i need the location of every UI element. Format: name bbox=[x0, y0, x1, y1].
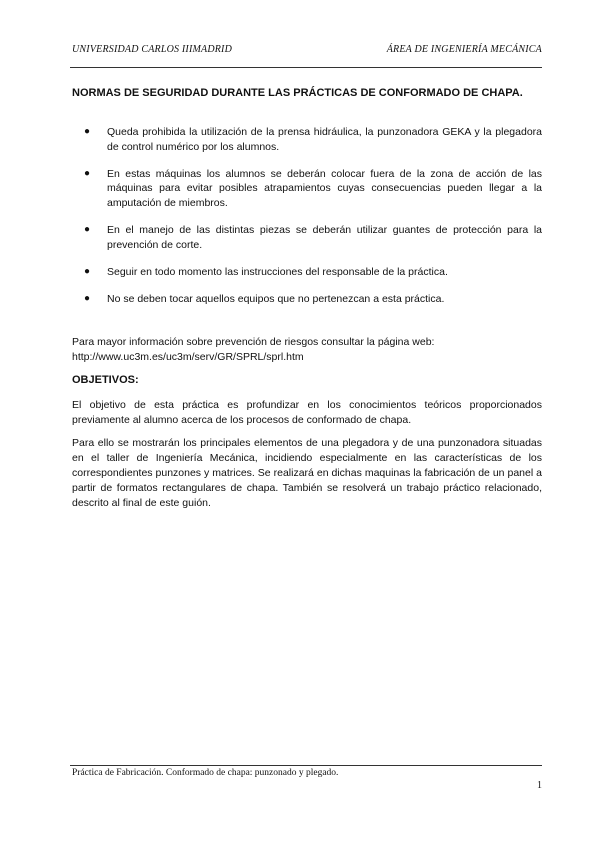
header-left: UNIVERSIDAD CARLOS IIIMADRID bbox=[72, 44, 233, 55]
list-item-text: No se deben tocar aquellos equipos que no pertenezcan a esta práctica. bbox=[107, 292, 445, 305]
list-item bbox=[84, 125, 542, 154]
header-right: ÁREA DE INGENIERÍA MECÁNICA bbox=[386, 44, 542, 55]
bullet-icon: ● bbox=[84, 126, 91, 137]
list-item-text: En estas máquinas los alumnos se deberán colocar fuera de la zona de acción de las máquinas para evitar posibles atrapamientos cuyas consecuencias pueden llegar a la amputación de miembros. bbox=[107, 167, 542, 209]
bullet-icon: ● bbox=[84, 265, 91, 277]
bullet-icon: ● bbox=[84, 223, 91, 235]
page-title: NORMAS DE SEGURIDAD DURANTE LAS PRÁCTICAS DE CONFORMADO DE CHAPA. bbox=[72, 87, 523, 99]
safety-rules-list bbox=[84, 125, 542, 319]
list-item-text: Queda prohibida la utilización de la prensa hidráulica, la punzonadora GEKA y la plegadora de control numérico por los alumnos. bbox=[107, 126, 542, 153]
list-item bbox=[84, 223, 542, 252]
footer-text: Práctica de Fabricación. Conformado de chapa: punzonado y plegado. bbox=[72, 768, 339, 778]
list-item-text: En el manejo de las distintas piezas se deberán utilizar guantes de protección para la prevención de corte. bbox=[107, 223, 542, 251]
list-item-text: Seguir en todo momento las instrucciones del responsable de la práctica. bbox=[107, 265, 448, 278]
page-number: 1 bbox=[537, 780, 542, 791]
header-divider bbox=[70, 67, 542, 68]
list-item bbox=[84, 265, 542, 280]
objectives-heading: OBJETIVOS: bbox=[72, 374, 139, 386]
bullet-icon: ● bbox=[84, 292, 91, 304]
info-url-link[interactable]: http://www.uc3m.es/uc3m/serv/GR/SPRL/sprl.htm bbox=[72, 350, 304, 363]
bullet-icon: ● bbox=[84, 167, 91, 179]
info-text: Para mayor información sobre prevención de riesgos consultar la página web: bbox=[72, 336, 435, 348]
objectives-paragraph-1: El objetivo de esta práctica es profundizar en los conocimientos teóricos proporcionados previamente al alumno acerca de los procesos de conformado de chapa. bbox=[72, 399, 542, 426]
info-block bbox=[72, 335, 542, 364]
list-item bbox=[84, 167, 542, 211]
objectives-paragraph-2: Para ello se mostrarán los principales elementos de una plegadora y de una punzonadora situadas en el taller de Ingeniería Mecánica, incidiendo especialmente en las características de los correspondientes punzones y matrices. Se realizará en dichas maquinas la fabricación de un panel a partir de formatos rectangulares de chapa. También se resolverá un trabajo práctico relacionado, descrito al final de este guión. bbox=[72, 437, 542, 509]
footer-divider bbox=[70, 765, 542, 766]
list-item bbox=[84, 292, 542, 307]
